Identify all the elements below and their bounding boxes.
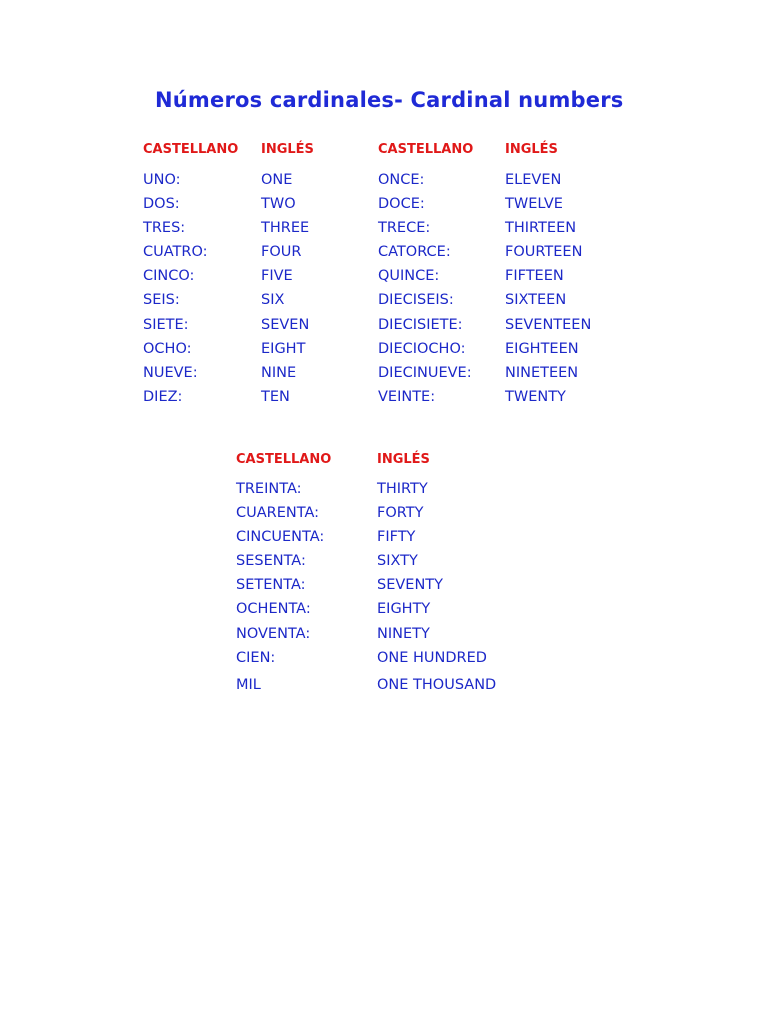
column-castellano-3	[236, 477, 324, 697]
list-item: SESENTA:	[236, 553, 306, 570]
header-castellano-1: CASTELLANO	[143, 142, 239, 157]
list-item: ONCE:	[378, 172, 425, 188]
list-item: VEINTE:	[378, 388, 436, 405]
list-item: ELEVEN	[505, 172, 562, 188]
list-item: FIFTY	[377, 529, 416, 546]
list-item: MIL	[236, 676, 261, 693]
list-item: CIEN:	[236, 649, 276, 666]
list-item: CUARENTA:	[236, 505, 320, 522]
list-item: FOURTEEN	[505, 244, 583, 261]
list-item: NOVENTA:	[236, 625, 311, 642]
list-item: UNO:	[143, 172, 181, 188]
column-ingles-1	[261, 168, 309, 409]
column-ingles-2	[505, 168, 591, 409]
header-castellano-2: CASTELLANO	[378, 142, 474, 157]
list-item: ONE THOUSAND	[377, 676, 497, 693]
list-item: SIXTY	[377, 553, 418, 570]
list-item: TREINTA:	[236, 481, 302, 497]
list-item: DIEZ:	[143, 388, 183, 405]
list-item: FIVE	[261, 268, 293, 285]
list-item: SIX	[261, 292, 285, 309]
list-item: NUEVE:	[143, 364, 198, 381]
list-item: EIGHT	[261, 340, 306, 357]
list-item: DIECIOCHO:	[378, 340, 466, 357]
list-item: ONE	[261, 172, 293, 188]
list-item: SIXTEEN	[505, 292, 567, 309]
list-item: EIGHTEEN	[505, 340, 579, 357]
header-ingles-3: INGLÉS	[377, 452, 430, 467]
list-item: NINE	[261, 364, 297, 381]
list-item: CUATRO:	[143, 244, 208, 261]
list-item: THIRTEEN	[505, 220, 577, 237]
column-castellano-1	[143, 168, 208, 409]
list-item: THREE	[261, 220, 310, 237]
list-item: FIFTEEN	[505, 268, 564, 285]
list-item: OCHENTA:	[236, 601, 311, 618]
list-item: TWENTY	[505, 388, 566, 405]
list-item: SIETE:	[143, 316, 189, 333]
column-ingles-3	[377, 477, 496, 697]
list-item: TRES:	[143, 220, 186, 237]
list-item: CATORCE:	[378, 244, 451, 261]
list-item: EIGHTY	[377, 601, 431, 618]
list-item: DOCE:	[378, 196, 425, 213]
list-item: CINCUENTA:	[236, 529, 325, 546]
list-item: SEVEN	[261, 316, 310, 333]
list-item: SEVENTY	[377, 577, 444, 594]
list-item: OCHO:	[143, 340, 192, 357]
list-item: TRECE:	[378, 220, 431, 237]
list-item: TWO	[261, 196, 296, 213]
list-item: SEIS:	[143, 292, 180, 309]
list-item: QUINCE:	[378, 268, 440, 285]
list-item: SEVENTEEN	[505, 316, 592, 333]
header-ingles-1: INGLÉS	[261, 142, 314, 157]
column-castellano-2	[378, 168, 472, 409]
list-item: THIRTY	[377, 481, 428, 497]
list-item: TEN	[261, 388, 290, 405]
list-item: ONE HUNDRED	[377, 649, 487, 666]
list-item: SETENTA:	[236, 577, 306, 594]
header-ingles-2: INGLÉS	[505, 142, 558, 157]
list-item: CINCO:	[143, 268, 195, 285]
list-item: DIECINUEVE:	[378, 364, 472, 381]
header-castellano-3: CASTELLANO	[236, 452, 332, 467]
list-item: NINETEEN	[505, 364, 579, 381]
list-item: DIECISEIS:	[378, 292, 454, 309]
list-item: DIECISIETE:	[378, 316, 463, 333]
list-item: FOUR	[261, 244, 302, 261]
list-item: NINETY	[377, 625, 430, 642]
list-item: TWELVE	[505, 196, 563, 213]
list-item: FORTY	[377, 505, 424, 522]
list-item: DOS:	[143, 196, 180, 213]
page-title: Números cardinales- Cardinal numbers	[155, 88, 624, 112]
